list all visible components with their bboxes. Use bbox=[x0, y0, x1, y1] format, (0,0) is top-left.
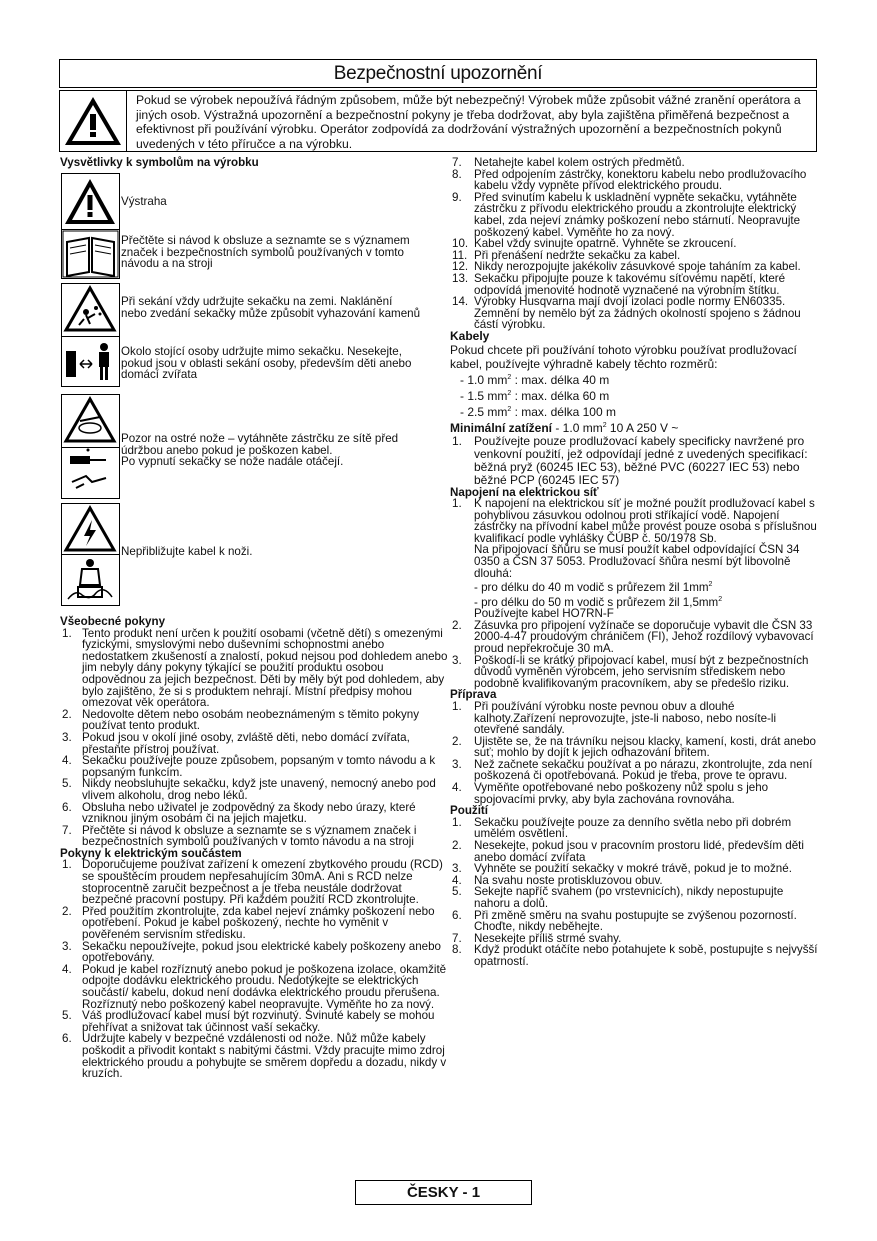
list-item: 7. Přečtěte si návod k obsluze a seznamte se s významem značek i bezpečnostních symbolů používaných v tomto návodu a na stroji bbox=[62, 823, 417, 849]
list-item: 3. Poškodí-li se krátký připojovací kabel, musí být z bezpečnostních důvodů vyměněn výrobcem, jeho servisním střediskem nebo podobně kvalifikovaným pracovníkem, aby se předešlo riziku. bbox=[452, 653, 809, 690]
list-item: 12. Nikdy nerozpojujte jakékoliv zásuvkové spoje taháním za kabel. bbox=[452, 260, 801, 274]
prep-list bbox=[450, 701, 818, 805]
use-list bbox=[450, 817, 818, 968]
symbol-cell-thrown bbox=[62, 284, 119, 337]
cable-size-2: - 1.5 $mm^2$ : max. délka 60 m bbox=[460, 388, 610, 403]
general-section bbox=[60, 616, 448, 1080]
sharp-blades-icon bbox=[62, 395, 119, 447]
list-item: 3. Pokud jsou v okolí jiné osoby, zvláště děti, nebo domácí zvířata, přestaňte přístroj používat. bbox=[62, 730, 410, 756]
page-footer: ČESKY - 1 bbox=[355, 1180, 532, 1205]
list-item: 9. Před svinutím kabelu k uskladnění vypněte sekačku, vytáhněte zástrčku z přívodu elektrického proudu a zkontrolujte elektrický kabel, zda nejeví známky poškození nebo stárnutí. Neopravujte poškozený kabel. Vyměňte ho za nový. bbox=[452, 190, 801, 239]
read-manual-icon bbox=[62, 230, 119, 278]
warning-triangle-icon bbox=[62, 174, 119, 229]
symbols-heading: Vysvětlivky k symbolům na výrobku bbox=[60, 156, 259, 169]
list-item: 7. Netahejte kabel kolem ostrých předmětů. bbox=[452, 156, 685, 169]
list-item: 7. Nesekejte příliš strmé svahy. bbox=[452, 931, 622, 945]
list-item: 1. Doporučujeme používat zařízení k omezení zbytkového proudu (RCD) se spouštěcím proudem nepřesahujícím 30mA. Ani s RCD nelze stoprocentně zaručit bezpečnost a je třeba neustále dodržovat bezpečné pracovní postupy. Při každém použití RCD zkontrolujte. bbox=[62, 858, 443, 907]
list-item: 6. Obsluha nebo uživatel je zodpovědný za škody nebo úrazy, které vzniknou jiným osobám či na jejich majetku. bbox=[62, 800, 416, 826]
keep-distance-icon bbox=[62, 337, 119, 386]
symbol-text-warning: Výstraha bbox=[121, 195, 167, 208]
list-item: 8. Když produkt otáčíte nebo potahujete k sobě, postupujte s nejvyšší opatrností. bbox=[452, 943, 818, 968]
electric-cable-icon bbox=[62, 504, 119, 554]
cable-size-3: - 2.5 $mm^2$ : max. délka 100 m bbox=[460, 404, 616, 419]
electrical-list-left bbox=[60, 859, 448, 1079]
list-item: 1. K napojení na elektrickou síť je možné použít prodlužovací kabel s pohyblivou zásuvkou odolnou proti stříkající vodě. Napojení zástrčky na přívodní kabel může provést pouze osoba s příslušnou kvalifikací podle vyhlášky ČÚBP č. 50/1978 Sb. Na připojovací šňůru se musí použít kabel odpovídající ČSN 34 0350 a ČSN 37 5053. Prodlužovací šňůra nesmí být libovolně dlouhá: - pro délku do 40 m vodič s průřezem žil $1mm^2$ - pro délku do 50 m vodič s průřezem žil $1,5mm^2$ Používejte kabel HO7RN-F bbox=[452, 497, 817, 621]
intro-warning-icon-cell bbox=[60, 91, 127, 151]
prep-heading: Příprava bbox=[450, 688, 497, 702]
list-item: 2. Před použitím zkontrolujte, zda kabel nejeví známky poškození nebo opotřebení. Pokud je kabel poškozený, nechte ho vyměnit v pověřeném servisním středisku. bbox=[62, 904, 435, 942]
list-item: 1. Používejte pouze prodlužovací kabely specificky navržené pro venkovní použití, jež odpovídají jedné z uvedených specifikací: běžná pryž (60245 IEC 53), běžné PVC (60227 IEC 53) nebo běžné PCP (60245 IEC 57) bbox=[452, 433, 808, 487]
cables-heading: Kabely bbox=[450, 328, 490, 343]
use-heading: Použití bbox=[450, 804, 488, 818]
symbol-box-2 bbox=[61, 283, 120, 387]
min-load: Minimální zatížení - 1.0 $mm^2$ 10 A 250 V ~ bbox=[450, 420, 679, 435]
symbol-text-distance: Okolo stojící osoby udržujte mimo sekačku. Nesekejte, pokud jsou v oblasti sekání osoby, především děti anebo domácí zvířata bbox=[121, 345, 412, 382]
thrown-objects-icon bbox=[62, 284, 119, 336]
cables-list bbox=[450, 435, 818, 487]
symbol-box-4 bbox=[61, 503, 120, 606]
list-item: 5. Nikdy neobsluhujte sekačku, když jste unavený, nemocný anebo pod vlivem alkoholu, drog nebo léků. bbox=[62, 777, 436, 802]
cables-text: Pokud chcete při používání tohoto výrobku používat prodlužovací kabel, používejte výhradně kabely těchto rozměrů: bbox=[450, 342, 797, 371]
symbol-text-thrown: Při sekání vždy udržujte sekačku na zemi. Naklánění nebo zvedání sekačky může způsobit vyhazování kamenů bbox=[121, 295, 421, 320]
symbol-box-3 bbox=[61, 394, 120, 499]
list-item: 1. Při používání výrobku noste pevnou obuv a dlouhé kalhoty.Zařízení neprovozujte, jste-li naboso, nebo nosíte-li otevřené sandály. bbox=[452, 699, 777, 737]
list-item: 10. Kabel vždy svinujte opatrně. Vyhněte se zkroucení. bbox=[452, 237, 737, 251]
right-column bbox=[450, 157, 818, 968]
list-item: 13. Sekačku připojujte pouze k takovému síťovému napětí, které odpovídá jmenovité hodnotě vyznačené na výrobním štítku. bbox=[452, 271, 786, 297]
list-item: 2. Ujistěte se, že na trávníku nejsou klacky, kamení, kosti, drát anebo suť; mohlo by dojít k jejich odhazování břitem. bbox=[452, 734, 816, 760]
electrical-heading: Pokyny k elektrickým součástem bbox=[60, 846, 242, 860]
symbol-cell-distance bbox=[62, 337, 119, 386]
list-item: 4. Pokud je kabel rozříznutý anebo pokud je poškozena izolace, okamžitě odpojte dodávku elektrického proudu. Nedotýkejte se elektrických součástí/ kabelu, dokud není dodávka elektrického proudu přerušena. Rozříznutý nebo poškozený kabel neopravujte. Vyměňte ho za nový. bbox=[62, 962, 447, 1011]
list-item: 2. Zásuvka pro připojení vyžínače se doporučuje vybavit dle ČSN 33 2000-4-47 proudovým chráničem (FI), Jehož rozdílový vybavovací proud nepřekročuje 30 mA. bbox=[452, 618, 814, 655]
symbol-box-1 bbox=[61, 173, 120, 279]
list-item: 4. Vyměňte opotřebované nebo poškozeny nůž spolu s jeho spojovacími prvky, aby byla zachována rovnováha. bbox=[452, 781, 769, 806]
symbol-cell-manual bbox=[62, 230, 119, 278]
symbol-text-manual: Přečtěte si návod k obsluze a seznamte se s významem značek i bezpečnostních symbolů používaných v tomto návodu a na stroji bbox=[121, 234, 410, 271]
list-item: 5. Sekejte napříč svahem (po vrstevnicích), nikdy nepostupujte nahoru a dolů. bbox=[452, 885, 784, 910]
symbol-text-cable: Nepřibližujte kabel k noži. bbox=[121, 545, 253, 558]
general-heading: Všeobecné pokyny bbox=[60, 615, 166, 628]
mower-operator-icon bbox=[62, 555, 119, 605]
mains-list bbox=[450, 498, 818, 689]
symbol-text-blades-1: Pozor na ostré nože – vytáhněte zástrčku ze sítě před údržbou anebo pokud je poškozen kabel. bbox=[121, 432, 399, 457]
warning-triangle-icon bbox=[60, 91, 126, 151]
symbol-text-blades-2: Po vypnutí sekačky se nože nadále otáčejí. bbox=[121, 455, 344, 469]
list-item: 4. Na svahu noste protiskluzovou obuv. bbox=[452, 873, 663, 887]
list-item: 2. Nedovolte dětem nebo osobám neobeznámeným s těmito pokyny používat tento produkt. bbox=[62, 707, 420, 733]
list-item: 2. Nesekejte, pokud jsou v pracovním prostoru lidé, především děti anebo domácí zvířata bbox=[452, 839, 804, 864]
symbol-cell-blades bbox=[62, 395, 119, 448]
list-item: 6. Při změně směru na svahu postupujte se zvýšenou pozorností. Choďte, nikdy neběhejte. bbox=[452, 908, 797, 934]
symbol-cell-warning bbox=[62, 174, 119, 230]
list-item: 3. Než začnete sekačku používat a po nárazu, zkontrolujte, zda není poškozená či opotřebovaná. Pokud je třeba, prove te opravu. bbox=[452, 757, 813, 783]
symbol-cell-mower bbox=[62, 555, 119, 605]
symbol-cell-unplug bbox=[62, 448, 119, 498]
general-list bbox=[60, 628, 448, 848]
list-item: 3. Sekačku nepoužívejte, pokud jsou elektrické kabely poškozeny anebo opotřebovány. bbox=[62, 939, 441, 965]
list-item: 4. Sekačku používejte pouze způsobem, popsaným v tomto návodu a k popsaným funkcím. bbox=[62, 754, 436, 779]
list-item: 1. Tento produkt není určen k použití osobami (včetně dětí) s omezenými fyzickými, smyslovými nebo duševními schopnostmi anebo nedostatkem zkušeností a znalostí, pokud nejsou pod dohledem anebo jim nebyly dány pokyny týkající se použití produktu osobou odpovědnou za jejich bezpečnost. Děti by měly být pod dohledem, aby bylo zajištěno, že si s produktem nehrají. Místní předpisy mohou omezovat věk operátora. bbox=[62, 626, 448, 710]
page-title: Bezpečnostní upozornění bbox=[333, 63, 543, 84]
cable-size-1: - 1.0 $mm^2$ : max. délka 40 m bbox=[460, 372, 610, 387]
list-item: 3. Vyhněte se použití sekačky v mokré trávě, pokud je to možné. bbox=[452, 862, 792, 876]
symbol-text-blades bbox=[121, 433, 421, 468]
electrical-list-right bbox=[450, 157, 818, 331]
list-item: 14. Výrobky Husqvarna mají dvojí izolaci podle normy EN60335. Zemnění by nemělo být za žádných okolností spojeno s žádnou částí výrobku. bbox=[452, 295, 801, 332]
mains-heading: Napojení na elektrickou síť bbox=[450, 485, 599, 499]
list-item: 1. Sekačku používejte pouze za denního světla nebo při dobrém umělém osvětlení. bbox=[452, 815, 792, 841]
list-item: 6. Udržujte kabely v bezpečné vzdálenosti od nože. Nůž může kabely poškodit a přivodit kontakt s nabitými částmi. Vždy pracujte mimo zdroj elektrického proudu a pohybujte se směrem dopředu a dozadu, nikdy v kruzích. bbox=[62, 1032, 447, 1081]
list-item: 8. Před odpojením zástrčky, konektoru kabelu nebo prodlužovacího kabelu vždy vypněte přívod elektrického proudu. bbox=[452, 167, 807, 193]
blades-rotate-icon bbox=[62, 448, 119, 498]
symbol-cell-electric bbox=[62, 504, 119, 555]
list-item: 5. Váš prodlužovací kabel musí být rozvinutý. Svinuté kabely se mohou přehřívat a snižovat tak účinnost vaší sekačky. bbox=[62, 1009, 435, 1034]
page-title-box bbox=[59, 59, 817, 88]
list-item: 11. Při přenášení nedržte sekačku za kabel. bbox=[452, 248, 681, 262]
intro-warning-box bbox=[59, 90, 817, 152]
intro-text: Pokud se výrobek nepoužívá řádným způsobem, může být nebezpečný! Výrobek může způsobit vážné zranění operátora a jiných osob. Výstražná upozornění a bezpečnostní pokyny je třeba dodržovat, aby byla zajištěna přiměřená bezpečnost a efektivnost při používání výrobku. Operátor zodpovídá za dodržování výstražných upozornění a bezpečnostních pokynů uvedených v této příručce a na výrobku. bbox=[136, 93, 801, 151]
